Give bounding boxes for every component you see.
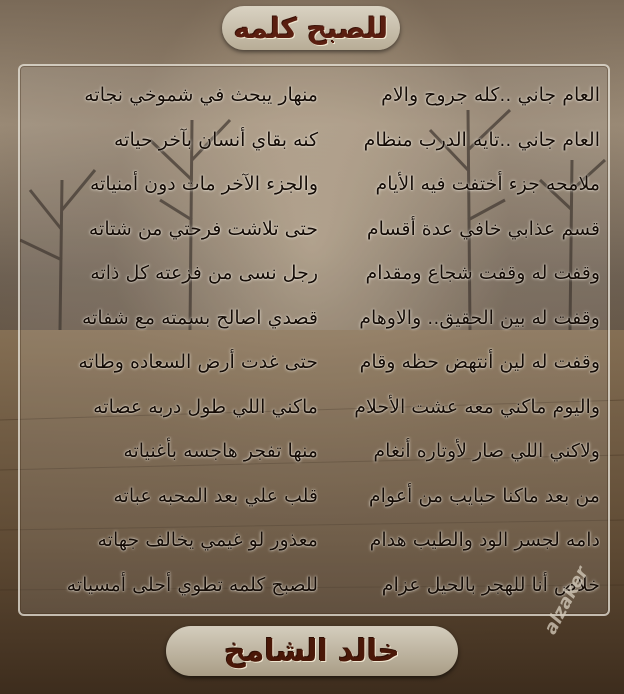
poem-line: حتى تلاشت فرحتي من شتاته [88, 217, 318, 240]
poem-line: قلب علي بعد المحبه عباته [113, 484, 318, 507]
poem-line: من بعد ماكنا حبايب من أعوام [368, 484, 600, 507]
poem-line: العام جاني ..كله جروح والام [381, 84, 600, 106]
poem-line: كنه بقاي أنسان بآخر حياته [114, 128, 318, 151]
poem-line: ملامحه جزء أختفت فيه الأيام [375, 173, 600, 195]
poem-line: منهار يبحث في شموخي نجاته [84, 84, 318, 106]
poem-line: وقفت له لين أنتهض حظه وقام [359, 351, 600, 373]
poem-line: ولاكني اللي صار لأوتاره أنغام [373, 440, 600, 462]
poem-right-column [310, 80, 600, 614]
author-plaque [166, 626, 458, 676]
poem-line: رجل نسى من فزعته كل ذاته [90, 262, 318, 284]
poem-line: دامه لجسر الود والطيب هدام [369, 529, 600, 551]
poem-line: قسم عذابي خافي عدة أقسام [366, 217, 600, 240]
poem-line: حتى غدت أرض السعاده وطاته [78, 351, 318, 373]
poem-line: ماكني اللي طول دربه عصاته [93, 395, 318, 418]
poem-line: والجزء الآخر مات دون أمنياته [89, 173, 318, 195]
poem-title: للصبح كلمه [233, 11, 389, 45]
poem-line: العام جاني ..تايه الدرب منظام [363, 128, 600, 151]
poem-line: خلاص أنا للهجر بالحيل عزام [381, 573, 600, 596]
poem-line: واليوم ماكني معه عشت الأحلام [354, 395, 600, 418]
author-name: خالد الشامخ [224, 633, 400, 669]
poem-line: للصبح كلمه تطوي أحلى أمسياته [66, 573, 318, 596]
poem-left-column [22, 80, 318, 614]
poem-line: وقفت له وقفت شجاع ومقدام [365, 262, 600, 284]
poem-line: معذور لو غيمي يخالف جهاته [97, 529, 318, 551]
watermark: alzaker [540, 563, 593, 638]
title-plaque [222, 6, 400, 50]
poem-line: وقفت له بين الحقيق.. والاوهام [359, 306, 600, 329]
poem-line: منها تفجر هاجسه بأغنياته [123, 440, 318, 462]
poem-line: قصدي اصالح بسمته مع شفاته [81, 306, 318, 329]
